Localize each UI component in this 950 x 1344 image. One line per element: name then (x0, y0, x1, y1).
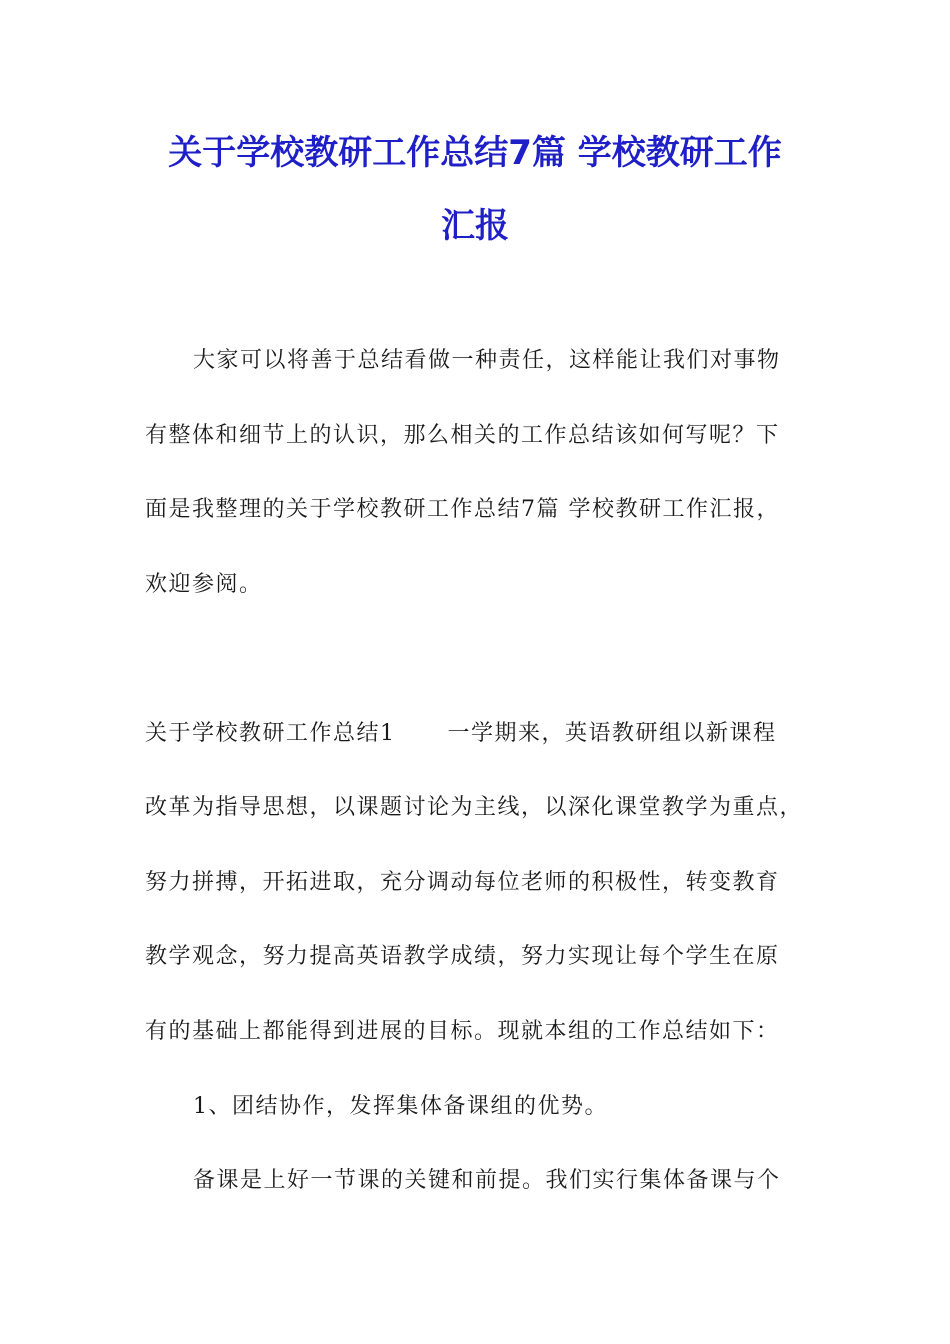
document-title-line-2: 汇报 (441, 206, 509, 246)
section-1-first-line-text: 一学期来，英语教研组以新课程 (447, 721, 777, 746)
intro-line: 面是我整理的关于学校教研工作总结7篇 学校教研工作汇报， (145, 497, 780, 522)
section-1-line: 教学观念，努力提高英语教学成绩，努力实现让每个学生在原 (145, 944, 780, 969)
section-1-line: 努力拼搏，开拓进取，充分调动每位老师的积极性，转变教育 (145, 870, 780, 895)
document-title-line-1: 关于学校教研工作总结7篇 学校教研工作 (168, 133, 782, 173)
section-1-heading: 关于学校教研工作总结1 (145, 721, 396, 746)
intro-line: 大家可以将善于总结看做一种责任，这样能让我们对事物 (193, 348, 781, 373)
intro-line: 欢迎参阅。 (145, 572, 263, 597)
section-1-line: 有的基础上都能得到进展的目标。现就本组的工作总结如下： (145, 1019, 780, 1044)
section-1-first-line (145, 723, 777, 745)
intro-line: 有整体和细节上的认识，那么相关的工作总结该如何写呢？下 (145, 423, 780, 448)
point-1-heading: 1、团结协作，发挥集体备课组的优势。 (193, 1094, 608, 1119)
point-1-body: 备课是上好一节课的关键和前提。我们实行集体备课与个 (193, 1168, 781, 1193)
section-1-line: 改革为指导思想，以课题讨论为主线，以深化课堂教学为重点， (145, 795, 804, 820)
